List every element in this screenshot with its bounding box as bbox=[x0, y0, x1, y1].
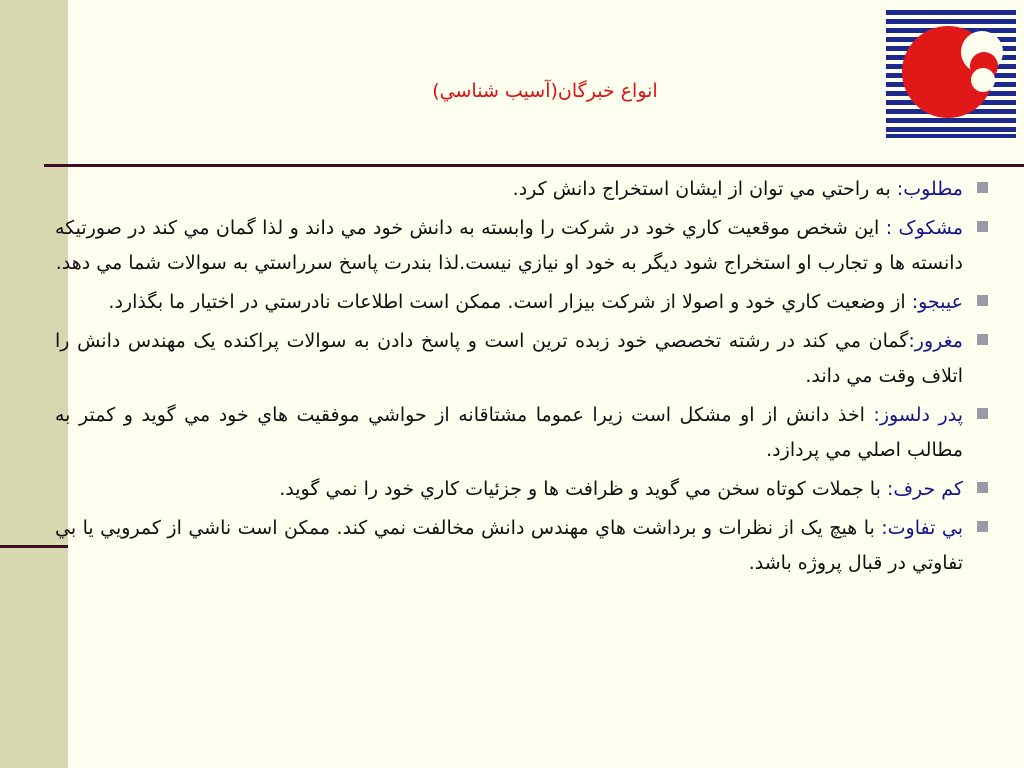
item-text: اين شخص موقعيت کاري خود در شرکت را وابسته به دانش خود مي داند و لذا گمان مي کند در صورتيکه دانسته ها و تجارب او استخراج شود ديگر به خود او نيازي نيست.لذا بندرت پاسخ سرراستي به سوالات شما مي دهد. bbox=[55, 217, 963, 274]
square-bullet-icon bbox=[977, 182, 988, 193]
square-bullet-icon bbox=[977, 521, 988, 532]
item-term: بي تفاوت: bbox=[881, 517, 963, 539]
item-term: عيبجو: bbox=[911, 291, 963, 313]
item-text: به راحتي مي توان از ايشان استخراج دانش کرد. bbox=[512, 178, 897, 200]
title-divider-line bbox=[44, 164, 1024, 167]
expert-types-list bbox=[55, 172, 990, 585]
square-bullet-icon bbox=[977, 221, 988, 232]
square-bullet-icon bbox=[977, 334, 988, 345]
list-item bbox=[55, 472, 990, 507]
list-item bbox=[55, 172, 990, 207]
list-item bbox=[55, 324, 990, 394]
item-text: از وضعيت کاري خود و اصولا از شرکت بيزار است. ممکن است اطلاعات نادرستي در اختيار ما بگذارد. bbox=[108, 291, 912, 313]
item-text: با هيچ يک از نظرات و برداشت هاي مهندس دانش مخالفت نمي کند. ممکن است ناشي از کمرويي يا بي تفاوتي در قبال پروژه باشد. bbox=[55, 517, 963, 574]
item-term: مطلوب: bbox=[896, 178, 963, 200]
striped-square-logo-with-red-circle bbox=[886, 10, 1016, 138]
item-term: مغرور: bbox=[908, 330, 963, 352]
list-item bbox=[55, 511, 990, 581]
square-bullet-icon bbox=[977, 295, 988, 306]
item-text: با جملات کوتاه سخن مي گويد و ظرافت ها و جزئيات کاري خود را نمي گويد. bbox=[279, 478, 887, 500]
item-text: اخذ دانش از او مشکل است زيرا عموما مشتاقانه از حواشي موفقيت هاي خود مي گويد و کمتر به مطالب اصلي مي پردازد. bbox=[55, 404, 963, 461]
item-term: مشکوک : bbox=[885, 217, 964, 239]
square-bullet-icon bbox=[977, 408, 988, 419]
item-text: گمان مي کند در رشته تخصصي خود زبده ترين است و پاسخ دادن به سوالات پراکنده يک مهندس دانش را اتلاف وقت مي داند. bbox=[55, 330, 963, 387]
list-item bbox=[55, 285, 990, 320]
list-item bbox=[55, 211, 990, 281]
list-item bbox=[55, 398, 990, 468]
slide-title: انواع خبرگان(آسيب شناسي) bbox=[432, 80, 658, 102]
item-term: کم حرف: bbox=[886, 478, 963, 500]
square-bullet-icon bbox=[977, 482, 988, 493]
item-term: پدر دلسوز: bbox=[873, 404, 963, 426]
